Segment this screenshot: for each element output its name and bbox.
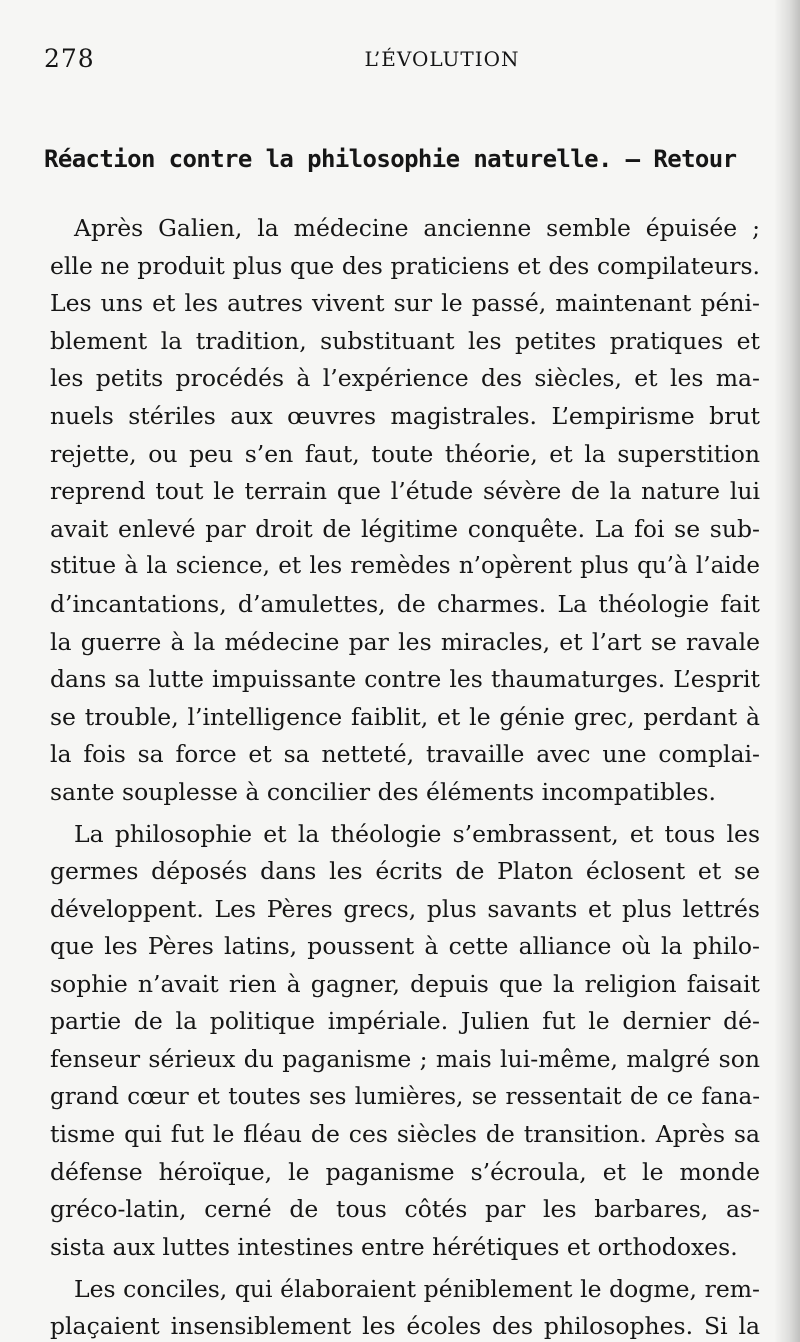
text-line: sista aux luttes intestines entre hérétiques et orthodoxes. xyxy=(50,1233,738,1262)
text-line: grand cœur et toutes ses lumières, se ressentait de ce fana- xyxy=(50,1083,760,1110)
page-number: 278 xyxy=(44,44,95,73)
page-header xyxy=(44,44,756,76)
text-line: partie de la politique impériale. Julien fut le dernier dé- xyxy=(50,1007,760,1036)
text-line: stitue à la science, et les remèdes n’opèrent plus qu’à l’aide xyxy=(50,553,760,580)
text-line: défense héroïque, le paganisme s’écroula, et le monde xyxy=(50,1157,760,1186)
text-line: Les conciles, qui élaboraient péniblement le dogme, rem- xyxy=(74,1274,760,1303)
text-line: la fois sa force et sa netteté, travaille avec une complai- xyxy=(50,740,760,769)
text-line: les petits procédés à l’expérience des siècles, et les ma- xyxy=(50,364,760,393)
text-line: avait enlevé par droit de légitime conquête. La foi se sub- xyxy=(50,514,760,543)
text-line: sophie n’avait rien à gagner, depuis que la religion faisait xyxy=(50,969,760,998)
text-line: gréco-latin, cerné de tous côtés par les barbares, as- xyxy=(50,1195,760,1224)
text-line: rejette, ou peu s’en faut, toute théorie, et la superstition xyxy=(50,439,760,468)
text-line: que les Pères latins, poussent à cette alliance où la philo- xyxy=(50,932,760,961)
text-line: tisme qui fut le fléau de ces siècles de transition. Après sa xyxy=(50,1120,760,1149)
text-line: blement la tradition, substituant les petites pratiques et xyxy=(50,326,760,355)
text-line: se trouble, l’intelligence faiblit, et le génie grec, perdant à xyxy=(50,702,760,731)
text-line: la guerre à la médecine par les miracles, et l’art se ravale xyxy=(50,627,760,656)
text-line: elle ne produit plus que des praticiens et des compilateurs. xyxy=(50,251,760,280)
section-title: Réaction contre la philosophie naturelle. — Retour xyxy=(44,145,737,173)
text-line: Après Galien, la médecine ancienne semble épuisée ; xyxy=(74,214,760,242)
text-line: germes déposés dans les écrits de Platon éclosent et se xyxy=(50,857,760,886)
text-line: développent. Les Pères grecs, plus savants et plus lettrés xyxy=(50,894,760,923)
body-text xyxy=(50,210,760,1342)
page-edge-shadow xyxy=(774,0,800,1342)
running-title: L’ÉVOLUTION xyxy=(364,47,520,71)
text-line: Les uns et les autres vivent sur le passé, maintenant péni- xyxy=(50,289,760,318)
text-line: nuels stériles aux œuvres magistrales. L’empirisme brut xyxy=(50,401,760,430)
text-line: plaçaient insensiblement les écoles des philosophes. Si la xyxy=(50,1312,760,1341)
text-line: La philosophie et la théologie s’embrassent, et tous les xyxy=(74,819,760,848)
text-line: dans sa lutte impuissante contre les thaumaturges. L’esprit xyxy=(50,665,760,694)
text-line: sante souplesse à concilier des éléments incompatibles. xyxy=(50,777,716,806)
text-line: reprend tout le terrain que l’étude sévère de la nature lui xyxy=(50,477,760,506)
text-line: d’incantations, d’amulettes, de charmes. La théologie fait xyxy=(50,589,760,618)
text-line: fenseur sérieux du paganisme ; mais lui-même, malgré son xyxy=(50,1045,760,1074)
